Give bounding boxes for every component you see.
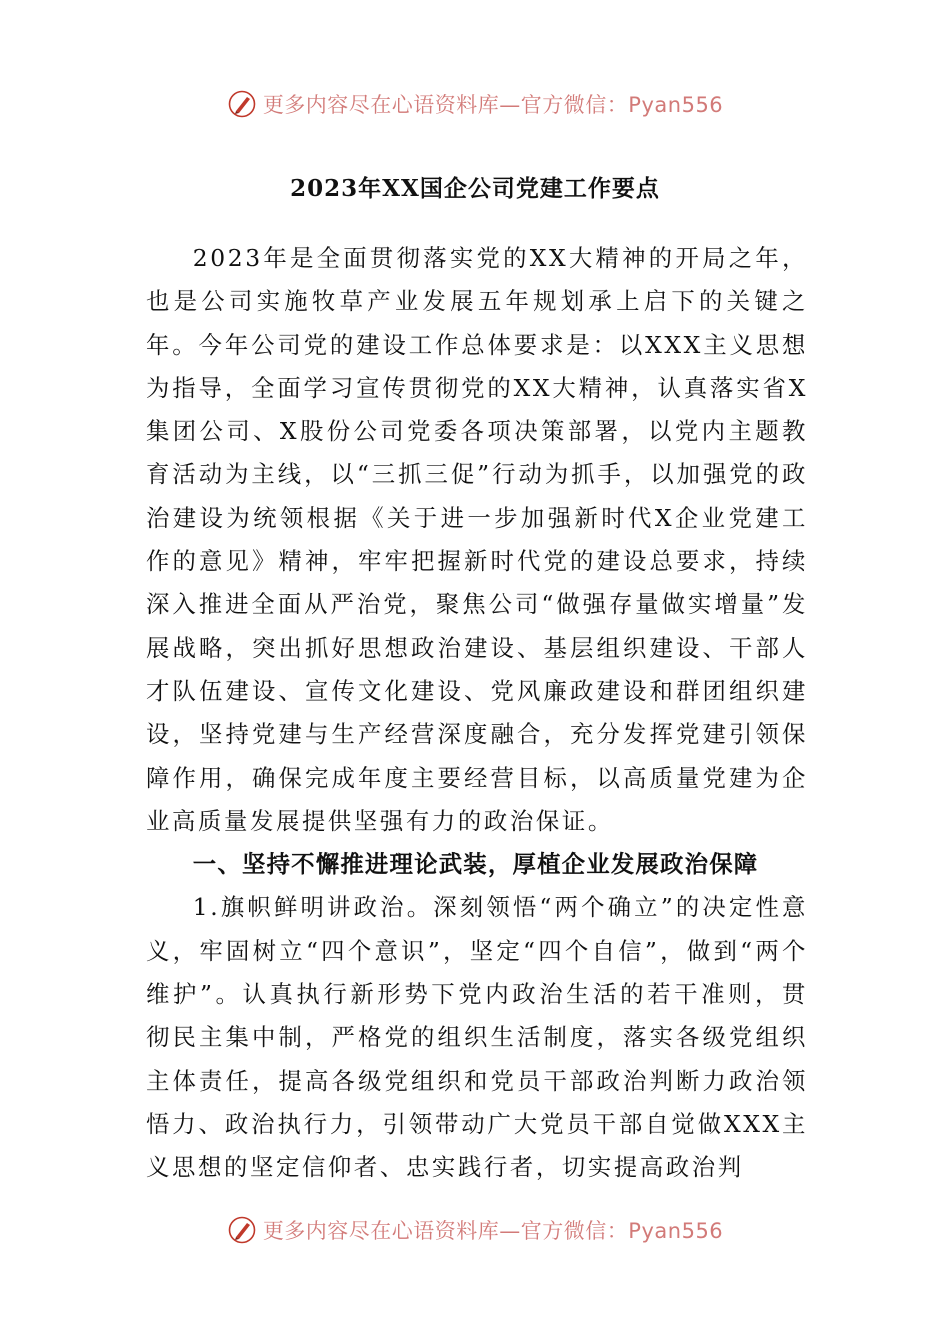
- intro-paragraph: 2023年是全面贯彻落实党的XX大精神的开局之年，也是公司实施牧草产业发展五年规划承上启下的关键之年。今年公司党的建设工作总体要求是：以XXX主义思想为指导，全面学习宣传贯彻党的XX大精神，认真落实省X集团公司、X股份公司党委各项决策部署，以党内主题教育活动为主线，以“三抓三促”行动为抓手，以加强党的政治建设为统领根据《关于进一步加强新时代X企业党建工作的意见》精神，牢牢把握新时代党的建设总要求，持续深入推进全面从严治党，聚焦公司“做强存量做实增量”发展战略，突出抓好思想政治建设、基层组织建设、干部人才队伍建设、宣传文化建设、党风廉政建设和群团组织建设，坚持党建与生产经营深度融合，充分发挥党建引领保障作用，确保完成年度主要经营目标，以高质量党建为企业高质量发展提供坚强有力的政治保证。: [146, 244, 808, 835]
- pen-logo-icon: [227, 1215, 257, 1245]
- document-title: 2023年XX国企公司党建工作要点: [290, 175, 660, 202]
- watermark-text: 更多内容尽在心语资料库—官方微信：Pyan556: [262, 1219, 724, 1243]
- document-body: [146, 237, 808, 1190]
- watermark-footer: [0, 1212, 950, 1248]
- section-heading: 一、坚持不懈推进理论武装，厚植企业发展政治保障: [192, 850, 759, 879]
- watermark-text: 更多内容尽在心语资料库—官方微信：Pyan556: [262, 93, 724, 117]
- section-item-paragraph: 1.旗帜鲜明讲政治。深刻领悟“两个确立”的决定性意义，牢固树立“四个意识”，坚定“四个自信”，做到“两个维护”。认真执行新形势下党内政治生活的若干准则，贯彻民主集中制，严格党的组织生活制度，落实各级党组织主体责任，提高各级党组织和党员干部政治判断力政治领悟力、政治执行力，引领带动广大党员干部自觉做XXX主义思想的坚定信仰者、忠实践行者，切实提高政治判: [146, 893, 808, 1182]
- pen-logo-icon: [227, 89, 257, 119]
- watermark-header: [0, 86, 950, 122]
